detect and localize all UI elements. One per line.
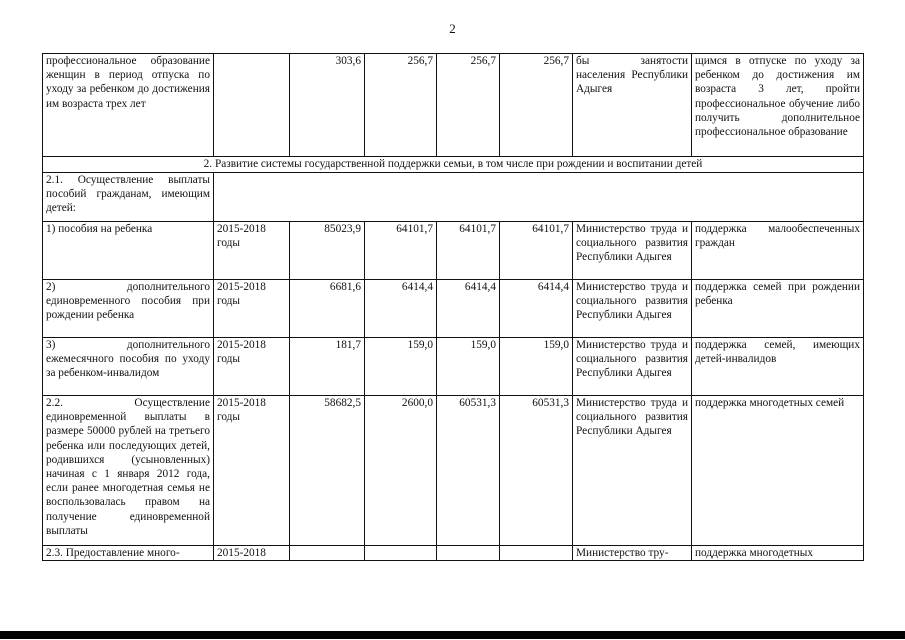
measure-name: 1) пособия на ребенка: [43, 222, 214, 280]
funding-value: 85023,9: [290, 222, 365, 280]
measure-executor: Министерство труда и социального развития Республики Адыгея: [573, 280, 692, 338]
measure-period: 2015-2018: [214, 546, 290, 561]
measure-result: щимся в отпуске по уходу за ребенком до достижения им возраста 3 лет, пройти профессиональное обучение либо получить дополнительное профессиональное образование: [692, 54, 864, 157]
measure-name: 2) дополнительного единовременного пособия при рождении ребенка: [43, 280, 214, 338]
funding-value: [500, 546, 573, 561]
measure-executor: Министерство труда и социального развития Республики Адыгея: [573, 338, 692, 396]
table-row: [43, 396, 864, 546]
measure-period: 2015-2018 годы: [214, 396, 290, 546]
table-row: [43, 173, 864, 222]
measure-result: поддержка многодетных семей: [692, 396, 864, 546]
funding-value: 2600,0: [365, 396, 437, 546]
scan-bottom-border: [0, 631, 905, 639]
funding-value: 58682,5: [290, 396, 365, 546]
table-row: [43, 338, 864, 396]
table-row: [43, 222, 864, 280]
funding-value: 256,7: [365, 54, 437, 157]
table-row: [43, 54, 864, 157]
table-row: [43, 280, 864, 338]
program-measures-table: [42, 53, 864, 561]
measure-result: поддержка семей при рождении ребенка: [692, 280, 864, 338]
funding-value: 60531,3: [500, 396, 573, 546]
measure-executor: бы занятости населения Республики Адыгея: [573, 54, 692, 157]
funding-value: [290, 546, 365, 561]
funding-value: 64101,7: [437, 222, 500, 280]
measure-result: поддержка малообеспеченных граждан: [692, 222, 864, 280]
funding-value: 6414,4: [437, 280, 500, 338]
page-number: 2: [449, 21, 456, 36]
funding-value: 159,0: [500, 338, 573, 396]
measure-name: 3) дополнительного ежемесячного пособия по уходу за ребенком-инвалидом: [43, 338, 214, 396]
funding-value: 256,7: [437, 54, 500, 157]
section-heading: 2. Развитие системы государственной поддержки семьи, в том числе при рождении и воспитании детей: [43, 157, 864, 173]
measure-name: профессиональное образование женщин в период отпуска по уходу за ребенком до достижения им возраста трех лет: [43, 54, 214, 157]
funding-value: 159,0: [365, 338, 437, 396]
funding-value: [437, 546, 500, 561]
table-row: [43, 546, 864, 561]
empty-cell: [214, 173, 864, 222]
measure-period: [214, 54, 290, 157]
funding-value: 64101,7: [500, 222, 573, 280]
funding-value: 256,7: [500, 54, 573, 157]
measure-executor: Министерство тру-: [573, 546, 692, 561]
measure-result: поддержка семей, имеющих детей-инвалидов: [692, 338, 864, 396]
funding-value: 6414,4: [500, 280, 573, 338]
funding-value: 181,7: [290, 338, 365, 396]
funding-value: 6681,6: [290, 280, 365, 338]
measure-executor: Министерство труда и социального развития Республики Адыгея: [573, 396, 692, 546]
measure-period: 2015-2018 годы: [214, 222, 290, 280]
measure-period: 2015-2018 годы: [214, 280, 290, 338]
funding-value: [365, 546, 437, 561]
funding-value: 303,6: [290, 54, 365, 157]
measure-period: 2015-2018 годы: [214, 338, 290, 396]
section-row: [43, 157, 864, 173]
funding-value: 6414,4: [365, 280, 437, 338]
funding-value: 64101,7: [365, 222, 437, 280]
measure-name: 2.3. Предоставление много-: [43, 546, 214, 561]
measure-name: 2.1. Осуществление выплаты пособий гражданам, имеющим детей:: [43, 173, 214, 222]
measure-executor: Министерство труда и социального развития Республики Адыгея: [573, 222, 692, 280]
funding-value: 159,0: [437, 338, 500, 396]
measure-name: 2.2. Осуществление единовременной выплаты в размере 50000 рублей на третьего ребенка или последующих детей, родившихся (усыновленных) начиная с 1 января 2012 года, если ранее многодетная семья не воспользовалась правом на получение единовременной выплаты: [43, 396, 214, 546]
funding-value: 60531,3: [437, 396, 500, 546]
measure-result: поддержка многодетных: [692, 546, 864, 561]
